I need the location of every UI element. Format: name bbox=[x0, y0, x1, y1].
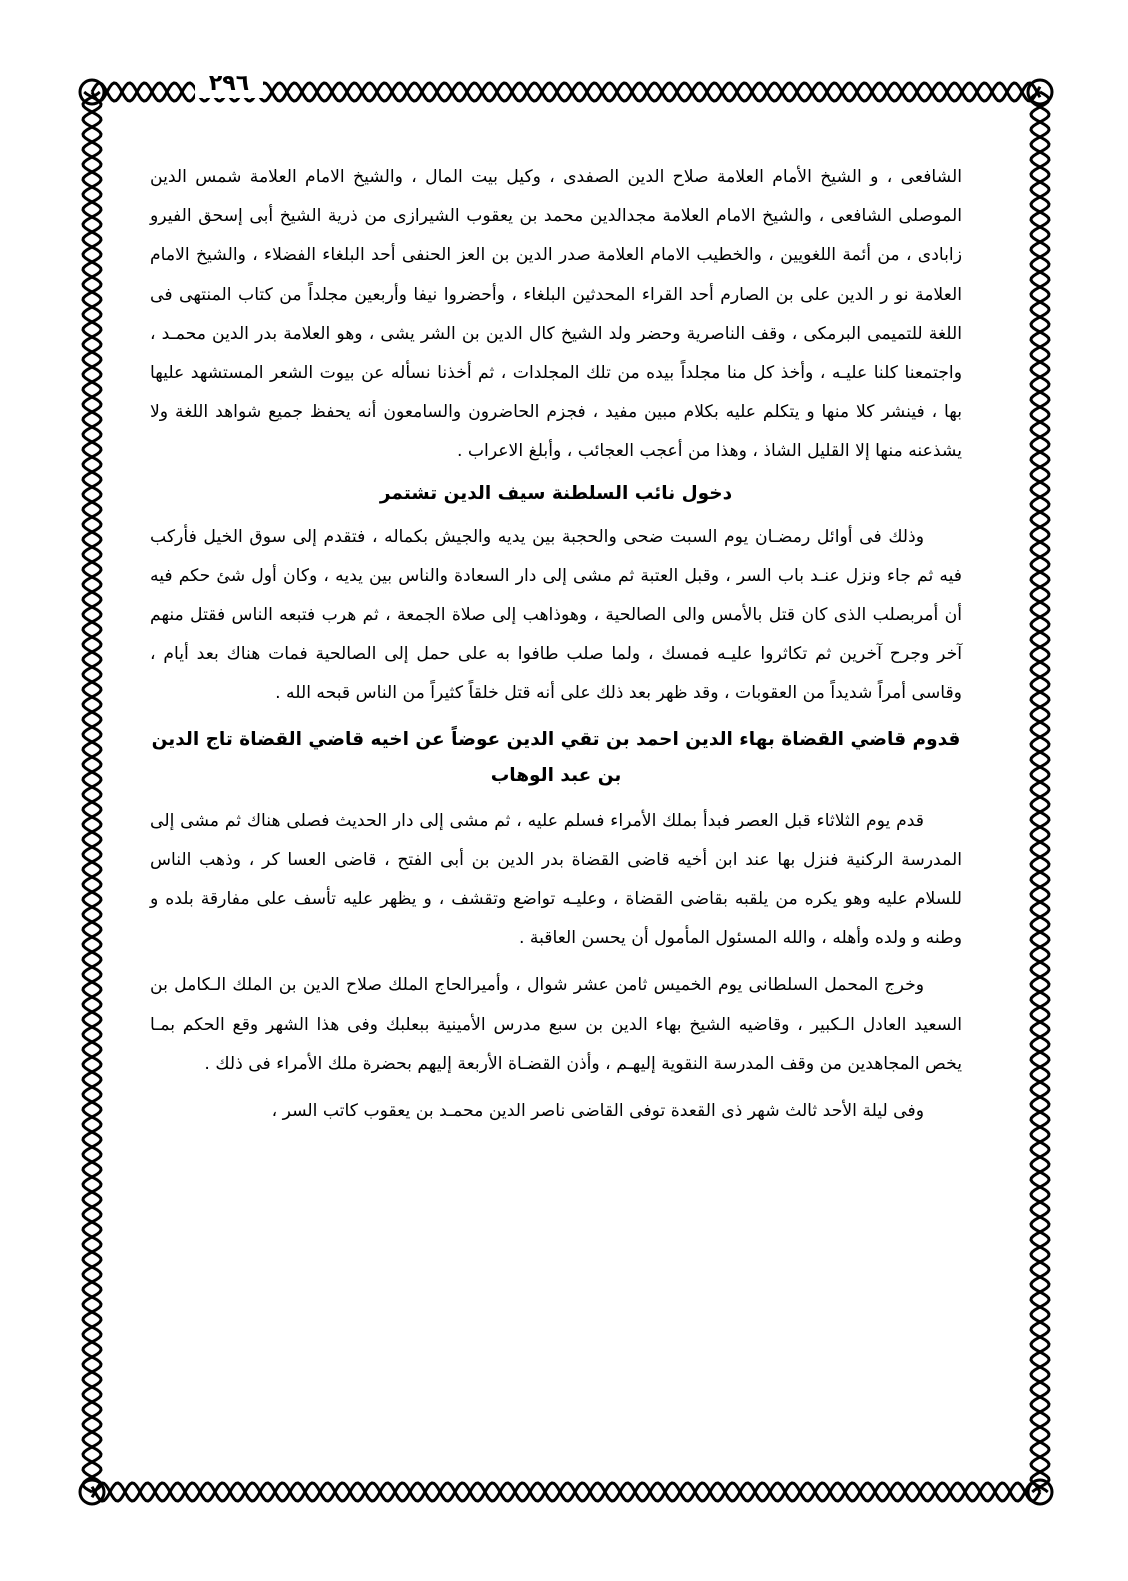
paragraph: وفى ليلة الأحد ثالث شهر ذى القعدة توفى القاضى ناصر الدين محمـد بن يعقوب كاتب السر ، bbox=[271, 1101, 924, 1122]
page-body bbox=[150, 158, 962, 1498]
section-heading: دخول نائب السلطنة سيف الدين تشتمر bbox=[379, 482, 733, 504]
paragraph: وخرج المحمل السلطانى يوم الخميس ثامن عشر شوال ، وأميرالحاج الملك صلاح الدين بن الملك الـكامل بن السعيد العادل الـكبير ، وقاضيه الشيخ بهاء الدين بن سبع مدرس الأمينية ببعلبك وفى هذا الشهر وقع الحكم بمـا يخص المجاهدين من وقف المدرسة النقوية إليهـم ، وأذن القضـاة الأربعة إليهم بحضرة ملك الأمراء فى ذلك . bbox=[150, 975, 962, 1074]
page-number: ٢٩٦ bbox=[195, 70, 263, 98]
paragraph: قدم يوم الثلاثاء قبل العصر فبدأ بملك الأمراء فسلم عليه ، ثم مشى إلى دار الحديث فصلى هناك ثم مشى إلى المدرسة الركنية فنزل بها عند ابن أخيه قاضى القضاة بدر الدين بن أبى الفتح ، قاضى العسا كر ، وذهب الناس للسلام عليه وهو يكره من يلقبه بقاضى القضاة ، وعليـه تواضع وتقشف ، و يظهر عليه تأسف على مفارقة بلده و وطنه و ولده وأهله ، والله المسئول المأمول أن يحسن العاقبة . bbox=[150, 810, 962, 949]
paragraph: الشافعى ، و الشيخ الأمام العلامة صلاح الدين الصفدى ، وكيل بيت المال ، والشيخ الامام العلامة شمس الدين الموصلى الشافعى ، والشيخ الامام العلامة مجدالدين محمد بن يعقوب الشيرازى من ذرية الشيخ أبى إسحق الفيرو زابادى ، من أئمة اللغويين ، والخطيب الامام العلامة صدر الدين بن العز الحنفى أحد البلغاء الفضلاء ، والشيخ الامام العلامة نو ر الدين على بن الصارم أحد القراء المحدثين البلغاء ، وأحضروا نيفا وأربعين مجلداً من كتاب المنتهى فى اللغة للتميمى البرمكى ، وقف الناصرية وحضر ولد الشيخ كال الدين بن الشر يشى ، وهو العلامة بدر الدين محمـد ، واجتمعنا كلنا عليـه ، وأخذ كل منا مجلداً بيده من تلك المجلدات ، ثم أخذنا نسأله عن بيوت الشعر المستشهد عليها بها ، فينشر كلا منها و يتكلم عليه بكلام مبين مفيد ، فجزم الحاضرون والسامعون أنه يحفظ جميع شواهد اللغة ولا يشذعنه منها إلا القليل الشاذ ، وهذا من أعجب العجائب ، وأبلغ الاعراب . bbox=[150, 167, 962, 462]
paragraph: وذلك فى أوائل رمضـان يوم السبت ضحى والحجبة بين يديه والجيش بكماله ، فتقدم إلى سوق الخيل فأركب فيه ثم جاء ونزل عنـد باب السر ، وقبل العتبة ثم مشى إلى دار السعادة والناس بين يديه ، وكان أول شئ حكم فيه أن أمربصلب الذى كان قتل بالأمس والى الصالحية ، وهوذاهب إلى صلاة الجمعة ، ثم هرب فتبعه الناس فقتل منهم آخر وجرح آخرين ثم تكاثروا عليـه فمسك ، ولما صلب طافوا به على حمل إلى الصالحية فمات هناك بعد أيام ، وقاسى أمراً شديداً من العقوبات ، وقد ظهر بعد ذلك على أنه قتل خلقاً كثيراً من الناس قبحه الله . bbox=[150, 526, 962, 704]
section-heading: قدوم قاضي القضاة بهاء الدين احمد بن تقي الدين عوضاً عن اخيه قاضي القضاة تاج الدين بن عبد الوهاب bbox=[151, 728, 961, 786]
